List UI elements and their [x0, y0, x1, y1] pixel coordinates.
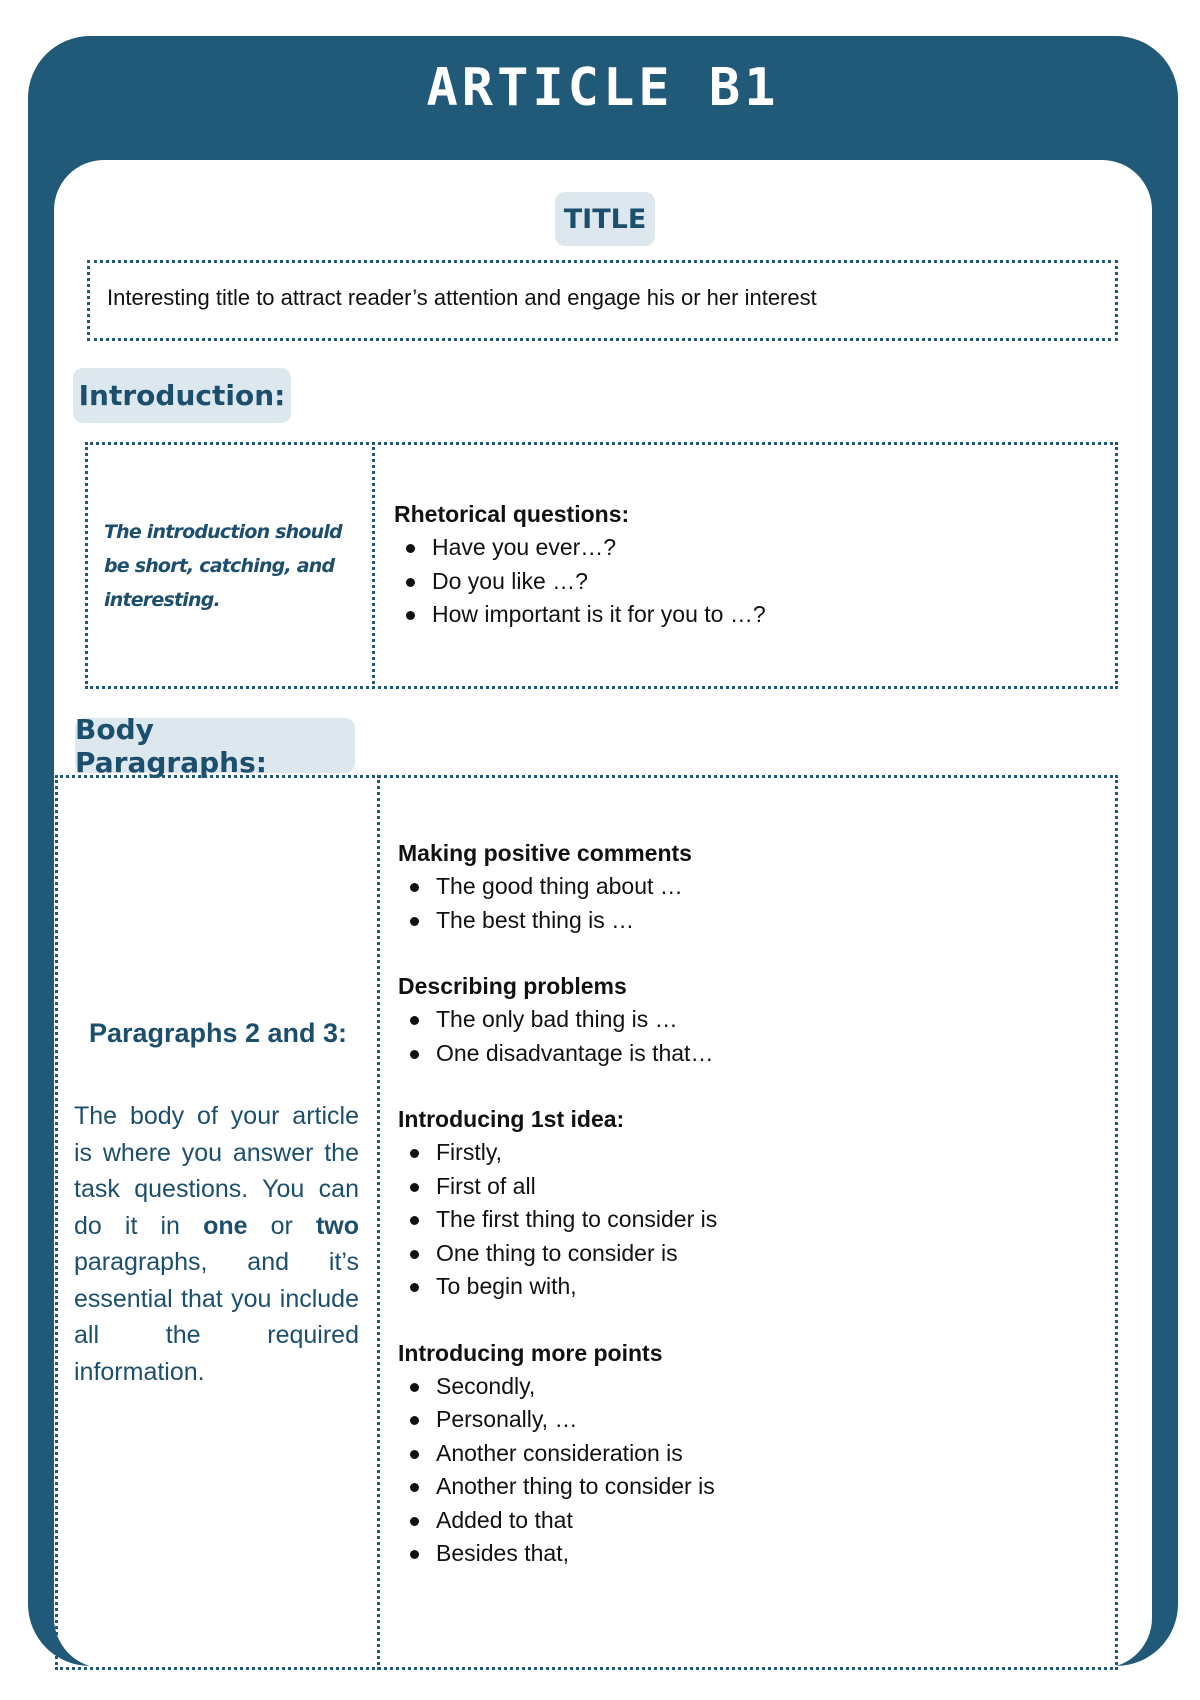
introduction-note: The introduction should be short, catching, and interesting.: [104, 521, 342, 611]
rhetorical-questions: [394, 497, 1094, 632]
introduction-chip: Introduction:: [73, 368, 291, 423]
list-item: How important is it for you to …?: [394, 598, 1094, 632]
phrase-group-problems: [398, 969, 1098, 1070]
phrase-list: [398, 870, 1098, 937]
paragraphs-description: [74, 1098, 359, 1390]
list-item: Another consideration is: [398, 1437, 1098, 1471]
list-item: Added to that: [398, 1504, 1098, 1538]
list-item: Another thing to consider is: [398, 1470, 1098, 1504]
list-item: The only bad thing is …: [398, 1003, 1098, 1037]
list-item: To begin with,: [398, 1270, 1098, 1304]
rhetorical-questions-heading: Rhetorical questions:: [394, 501, 630, 527]
rhetorical-questions-list: [394, 531, 1094, 632]
paragraphs-text-bold: one: [203, 1211, 248, 1240]
phrase-list: [398, 1136, 1098, 1304]
phrase-list: [398, 1370, 1098, 1571]
list-item: Firstly,: [398, 1136, 1098, 1170]
list-item: Personally, …: [398, 1403, 1098, 1437]
title-chip: TITLE: [555, 192, 655, 246]
title-description: Interesting title to attract reader’s attention and engage his or her interest: [107, 285, 817, 310]
list-item: The first thing to consider is: [398, 1203, 1098, 1237]
list-item: One disadvantage is that…: [398, 1037, 1098, 1071]
paragraphs-text-part: paragraphs, and it’s essential that you include all the required information.: [74, 1248, 359, 1386]
phrase-group-first-idea: [398, 1102, 1098, 1304]
list-item: The best thing is …: [398, 904, 1098, 938]
list-item: Do you like …?: [394, 565, 1094, 599]
phrase-group-positive: [398, 836, 1098, 937]
list-item: The good thing about …: [398, 870, 1098, 904]
body-phrases: [398, 836, 1098, 1603]
list-item: Have you ever…?: [394, 531, 1094, 565]
phrase-list: [398, 1003, 1098, 1070]
phrase-group-heading: Introducing more points: [398, 1339, 663, 1366]
list-item: Besides that,: [398, 1537, 1098, 1571]
page-title: ARTICLE B1: [426, 58, 780, 118]
list-item: First of all: [398, 1170, 1098, 1204]
paragraphs-text-bold: two: [315, 1211, 359, 1240]
list-item: One thing to consider is: [398, 1237, 1098, 1271]
paragraphs-text-part: The body of your article is where you answer the task questions. You can do it in: [74, 1102, 359, 1240]
body-paragraphs-chip: Body Paragraphs:: [75, 718, 355, 773]
phrase-group-heading: Making positive comments: [398, 840, 692, 866]
paragraphs-title: Paragraphs 2 and 3:: [88, 1018, 348, 1048]
phrase-group-heading: Describing problems: [398, 973, 627, 999]
phrase-group-heading: Introducing 1st idea:: [398, 1106, 625, 1132]
phrase-group-more-points: [398, 1336, 1098, 1571]
introduction-divider: [372, 442, 375, 689]
body-divider: [377, 775, 380, 1670]
paragraphs-text-part: or: [247, 1211, 316, 1240]
list-item: Secondly,: [398, 1370, 1098, 1404]
